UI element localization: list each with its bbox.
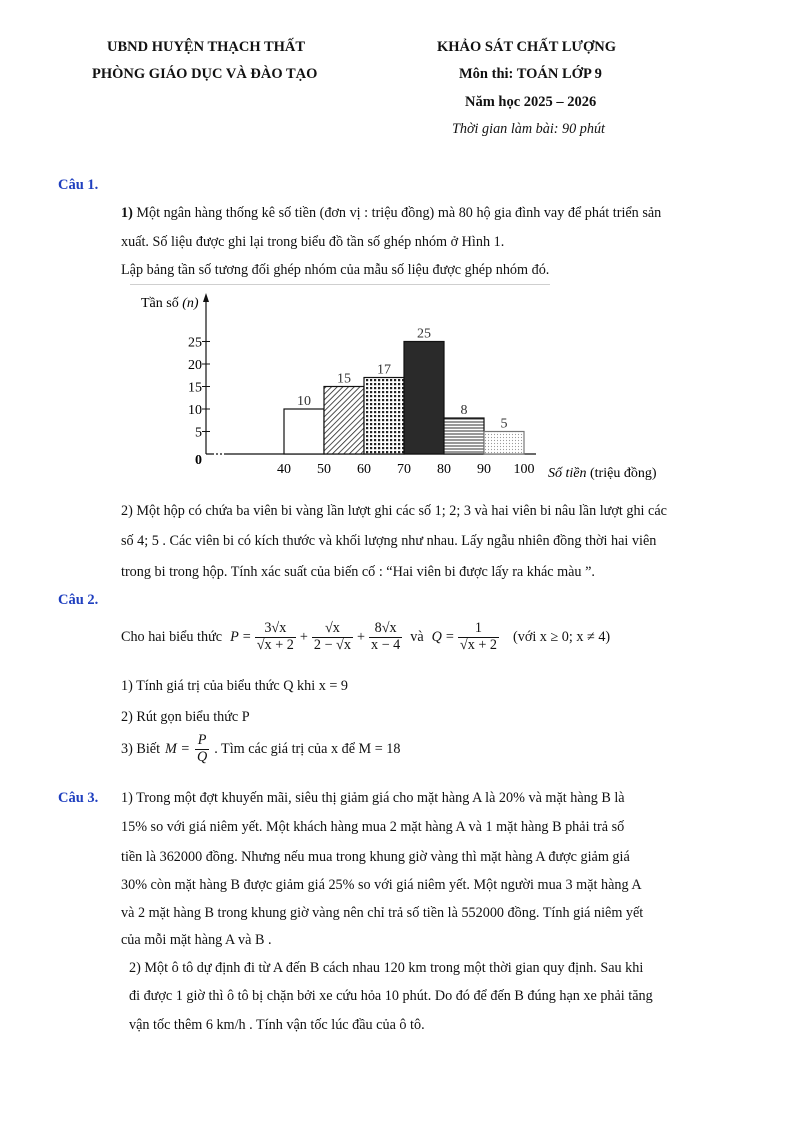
q3-line-8: đi được 1 giờ thì ô tô bị chặn bởi xe cứu hỏa 10 phút. Do đó để đến B đúng hạn xe phải tăng	[129, 988, 653, 1004]
p-term-3-den: x − 4	[370, 636, 401, 653]
bar-value-label: 10	[297, 394, 311, 409]
y-ticks	[188, 336, 210, 441]
q-fraction-den: √x + 2	[459, 636, 497, 653]
y-axis-label	[141, 296, 199, 311]
histogram-chart	[118, 283, 657, 481]
q1-part1-line3: Lập bảng tần số tương đối ghép nhóm của mẫu số liệu được ghép nhóm đó.	[121, 262, 550, 278]
p-term-2-den: 2 − √x	[313, 636, 351, 653]
plus-sign-2: +	[356, 628, 365, 645]
q3-line-5: và 2 mặt hàng B trong khung giờ vàng nên chỉ trả số tiền là 552000 đồng. Tính giá niêm yết	[121, 905, 644, 921]
q3-line-4: 30% còn mặt hàng B được giảm giá 25% so với giá niêm yết. Một người mua 3 mặt hàng A	[121, 877, 642, 893]
p-symbol: P	[230, 628, 239, 645]
y-tick-label: 5	[195, 425, 202, 441]
q2-item-3-pre: 3) Biết	[121, 740, 161, 757]
q-equals: =	[445, 628, 454, 645]
x-axis-label: Số tiền (triệu đồng)	[548, 466, 657, 481]
p-term-2-num: √x	[312, 621, 353, 638]
y-axis-label-text: Tần số	[141, 296, 183, 311]
q-fraction	[458, 621, 499, 653]
histogram-bar	[324, 387, 364, 455]
q3-line-3: tiền là 362000 đồng. Nhưng nếu mua trong khung giờ vàng thì mặt hàng A được giảm giá	[121, 849, 630, 865]
q1-part2-line3: trong bi trong hộp. Tính xác suất của biến cố : “Hai viên bi được lấy ra khác màu ”.	[121, 564, 595, 580]
question-2-label: Câu 2.	[58, 592, 99, 608]
y-tick-label: 10	[188, 403, 202, 418]
x-tick-label: 60	[357, 462, 371, 477]
header-subject: Môn thi: TOÁN LỚP 9	[459, 66, 602, 82]
y-axis-arrow	[203, 293, 209, 302]
x-tick-label: 40	[277, 462, 291, 477]
x-ticks	[277, 462, 535, 477]
bar-value-label: 17	[377, 362, 391, 378]
header-duration: Thời gian làm bài: 90 phút	[452, 121, 606, 137]
q-symbol: Q	[431, 628, 442, 645]
origin-label: 0	[195, 453, 202, 468]
p-term-1-num: 3√x	[255, 621, 296, 638]
histogram-bar	[484, 432, 524, 455]
x-tick-label: 90	[477, 462, 491, 477]
q-fraction-num: 1	[458, 621, 499, 638]
x-axis-label-unit: (triệu đồng)	[590, 466, 657, 481]
q3-line-2: 15% so với giá niêm yết. Một khách hàng mua 2 mặt hàng A và 1 mặt hàng B phải trả số	[121, 819, 625, 835]
histogram-bar	[444, 418, 484, 454]
x-tick-label: 100	[513, 462, 535, 477]
header-school-year: Năm học 2025 – 2026	[465, 94, 597, 110]
m-fraction-den: Q	[196, 748, 208, 765]
q2-and: và	[410, 628, 424, 645]
q1-part1-number: 1)	[121, 205, 133, 221]
x-tick-label: 80	[437, 462, 451, 477]
question-1-label: Câu 1.	[58, 177, 99, 193]
q2-item-1: 1) Tính giá trị của biểu thức Q khi x = 9	[121, 678, 349, 694]
m-symbol: M =	[165, 740, 190, 757]
q1-part1-line1	[121, 205, 661, 222]
header-exam-title: KHẢO SÁT CHẤT LƯỢNG	[437, 39, 616, 55]
p-term-1	[255, 621, 296, 653]
histogram-bar	[404, 342, 444, 455]
bar-value-label: 8	[460, 403, 468, 418]
p-term-3	[369, 621, 402, 653]
q1-part2-line1: 2) Một hộp có chứa ba viên bi vàng lần lượt ghi các số 1; 2; 3 và hai viên bi nâu lần lượt ghi các	[121, 503, 667, 519]
histogram-bar	[364, 378, 404, 455]
q2-item-3	[121, 733, 400, 765]
p-term-3-num: 8√x	[369, 621, 402, 638]
p-term-2	[312, 621, 353, 653]
q2-condition: (với x ≥ 0; x ≠ 4)	[513, 628, 611, 645]
bar-value-label: 5	[500, 416, 508, 432]
q2-expressions	[121, 621, 610, 653]
m-fraction	[195, 733, 209, 765]
x-tick-label: 70	[397, 462, 411, 477]
histogram-bars	[284, 327, 524, 455]
bar-value-label: 15	[337, 371, 351, 387]
q3-line-7: 2) Một ô tô dự định đi từ A đến B cách nhau 120 km trong một thời gian quy định. Sau khi	[129, 960, 644, 976]
y-axis-label-unit: (n)	[182, 296, 199, 311]
p-equals: =	[242, 628, 251, 645]
q3-line-9: vận tốc thêm 6 km/h . Tính vận tốc lúc đầu của ô tô.	[129, 1017, 425, 1033]
q1-part1-text: Một ngân hàng thống kê số tiền (đơn vị : triệu đồng) mà 80 hộ gia đình vay để phát triển sản	[136, 205, 662, 221]
histogram-bar	[284, 409, 324, 454]
q2-item-2: 2) Rút gọn biểu thức P	[121, 709, 250, 725]
q2-item-3-post: . Tìm các giá trị của x để M = 18	[214, 740, 401, 757]
x-tick-label: 50	[317, 462, 331, 477]
q3-line-1: 1) Trong một đợt khuyến mãi, siêu thị giảm giá cho mặt hàng A là 20% và mặt hàng B là	[121, 790, 625, 806]
q1-part1-line2: xuất. Số liệu được ghi lại trong biểu đồ tần số ghép nhóm ở Hình 1.	[121, 234, 505, 250]
header-department: PHÒNG GIÁO DỤC VÀ ĐÀO TẠO	[92, 66, 318, 82]
plus-sign-1: +	[299, 628, 308, 645]
y-tick-label: 25	[188, 335, 202, 351]
header-agency: UBND HUYỆN THẠCH THẤT	[107, 39, 306, 55]
y-tick-label: 20	[188, 358, 202, 373]
q2-intro: Cho hai biểu thức	[121, 628, 223, 645]
p-term-1-den: √x + 2	[256, 636, 294, 653]
bar-value-label: 25	[417, 326, 431, 342]
q3-line-6: của mỗi mặt hàng A và B .	[121, 932, 272, 948]
m-fraction-num: P	[195, 733, 209, 750]
question-3-label: Câu 3.	[58, 790, 99, 806]
q1-part2-line2: số 4; 5 . Các viên bi có kích thước và khối lượng như nhau. Lấy ngẫu nhiên đồng thời hai viên	[121, 533, 657, 549]
y-tick-label: 15	[188, 380, 202, 396]
